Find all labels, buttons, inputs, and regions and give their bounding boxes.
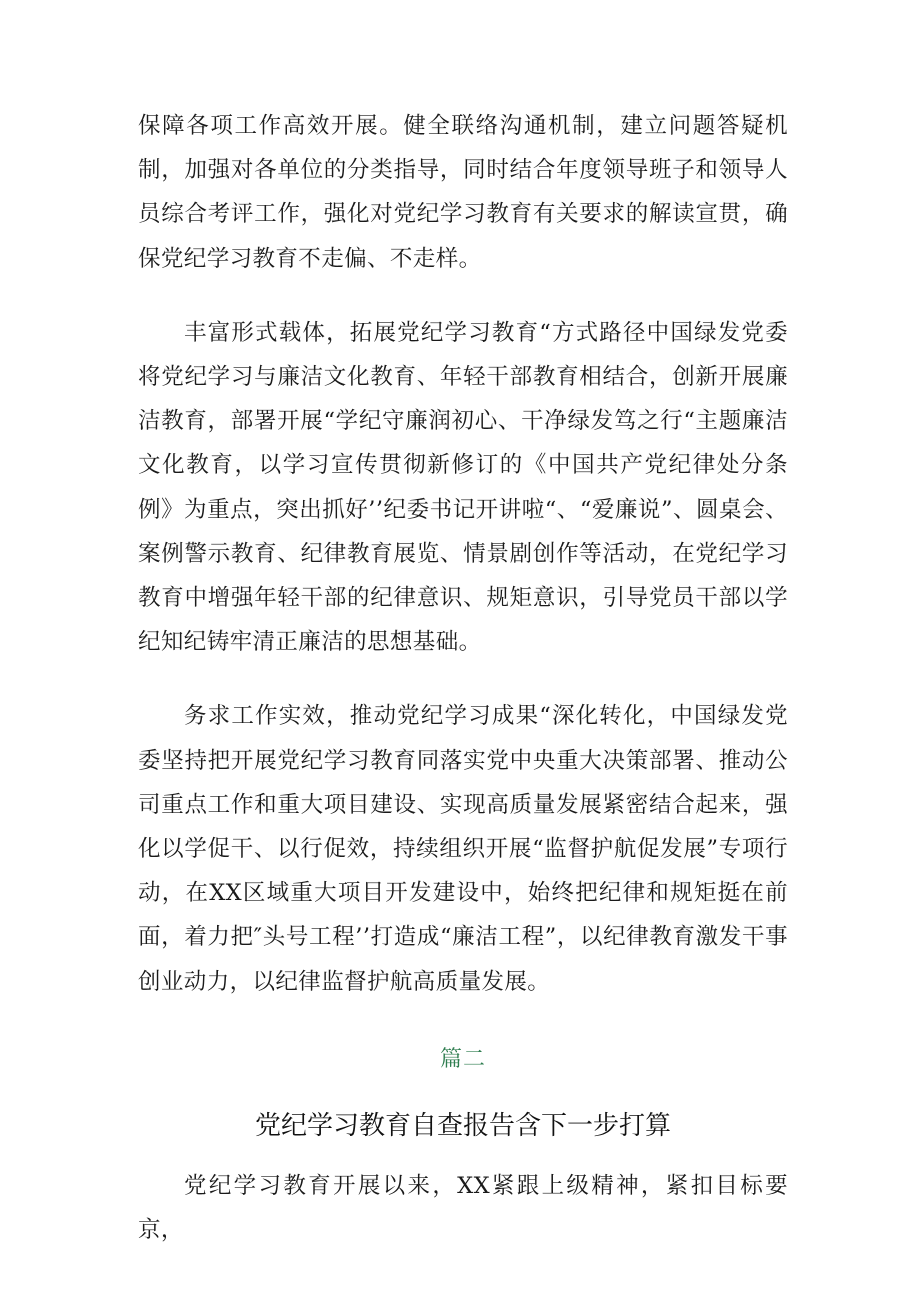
paragraph-gap xyxy=(138,281,788,311)
paragraph-gap xyxy=(138,664,788,694)
document-title: 党纪学习教育自查报告含下一步打算 xyxy=(254,1110,671,1141)
document-page xyxy=(138,104,788,1252)
paragraph-1: 保障各项工作高效开展。健全联络沟通机制，建立问题答疑机制，加强对各单位的分类指导，同时结合年度领导班子和领导人员综合考评工作，强化对党纪学习教育有关要求的解读宣贯，确保党纪学习教育不走偏、不走样。 xyxy=(138,113,788,272)
opening-paragraph: 党纪学习教育开展以来，XX紧跟上级精神，紧扣目标要京， xyxy=(138,1172,788,1244)
paragraph-3: 务求工作实效，推动党纪学习成果“深化转化，中国绿发党委坚持把开展党纪学习教育同落实党中央重大决策部署、推动公司重点工作和重大项目建设、实现高质量发展紧密结合起来，强化以学促干、以行促效，持续组织开展“监督护航促发展”专项行动，在XX区域重大项目开发建设中，始终把纪律和规矩挺在前面，着力把″头号工程’’打造成“廉洁工程”，以纪律教育激发干事创业动力，以纪律监督护航高质量发展。 xyxy=(138,703,788,995)
paragraph-2: 丰富形式载体，拓展党纪学习教育“方式路径中国绿发党委将党纪学习与廉洁文化教育、年轻干部教育相结合，创新开展廉洁教育，部署开展“学纪守廉润初心、干净绿发笃之行“主题廉洁文化教育，以学习宣传贯彻新修订的《中国共产党纪律处分条例》为重点，突出抓好’’纪委书记开讲啦“、“爱廉说”、圆桌会、案例警示教育、纪律教育展览、情景剧创作等活动，在党纪学习教育中增强年轻干部的纪律意识、规矩意识，引导党员干部以学纪知纪铸牢清正廉洁的思想基础。 xyxy=(138,319,788,656)
section-label: 篇二 xyxy=(439,1046,486,1072)
